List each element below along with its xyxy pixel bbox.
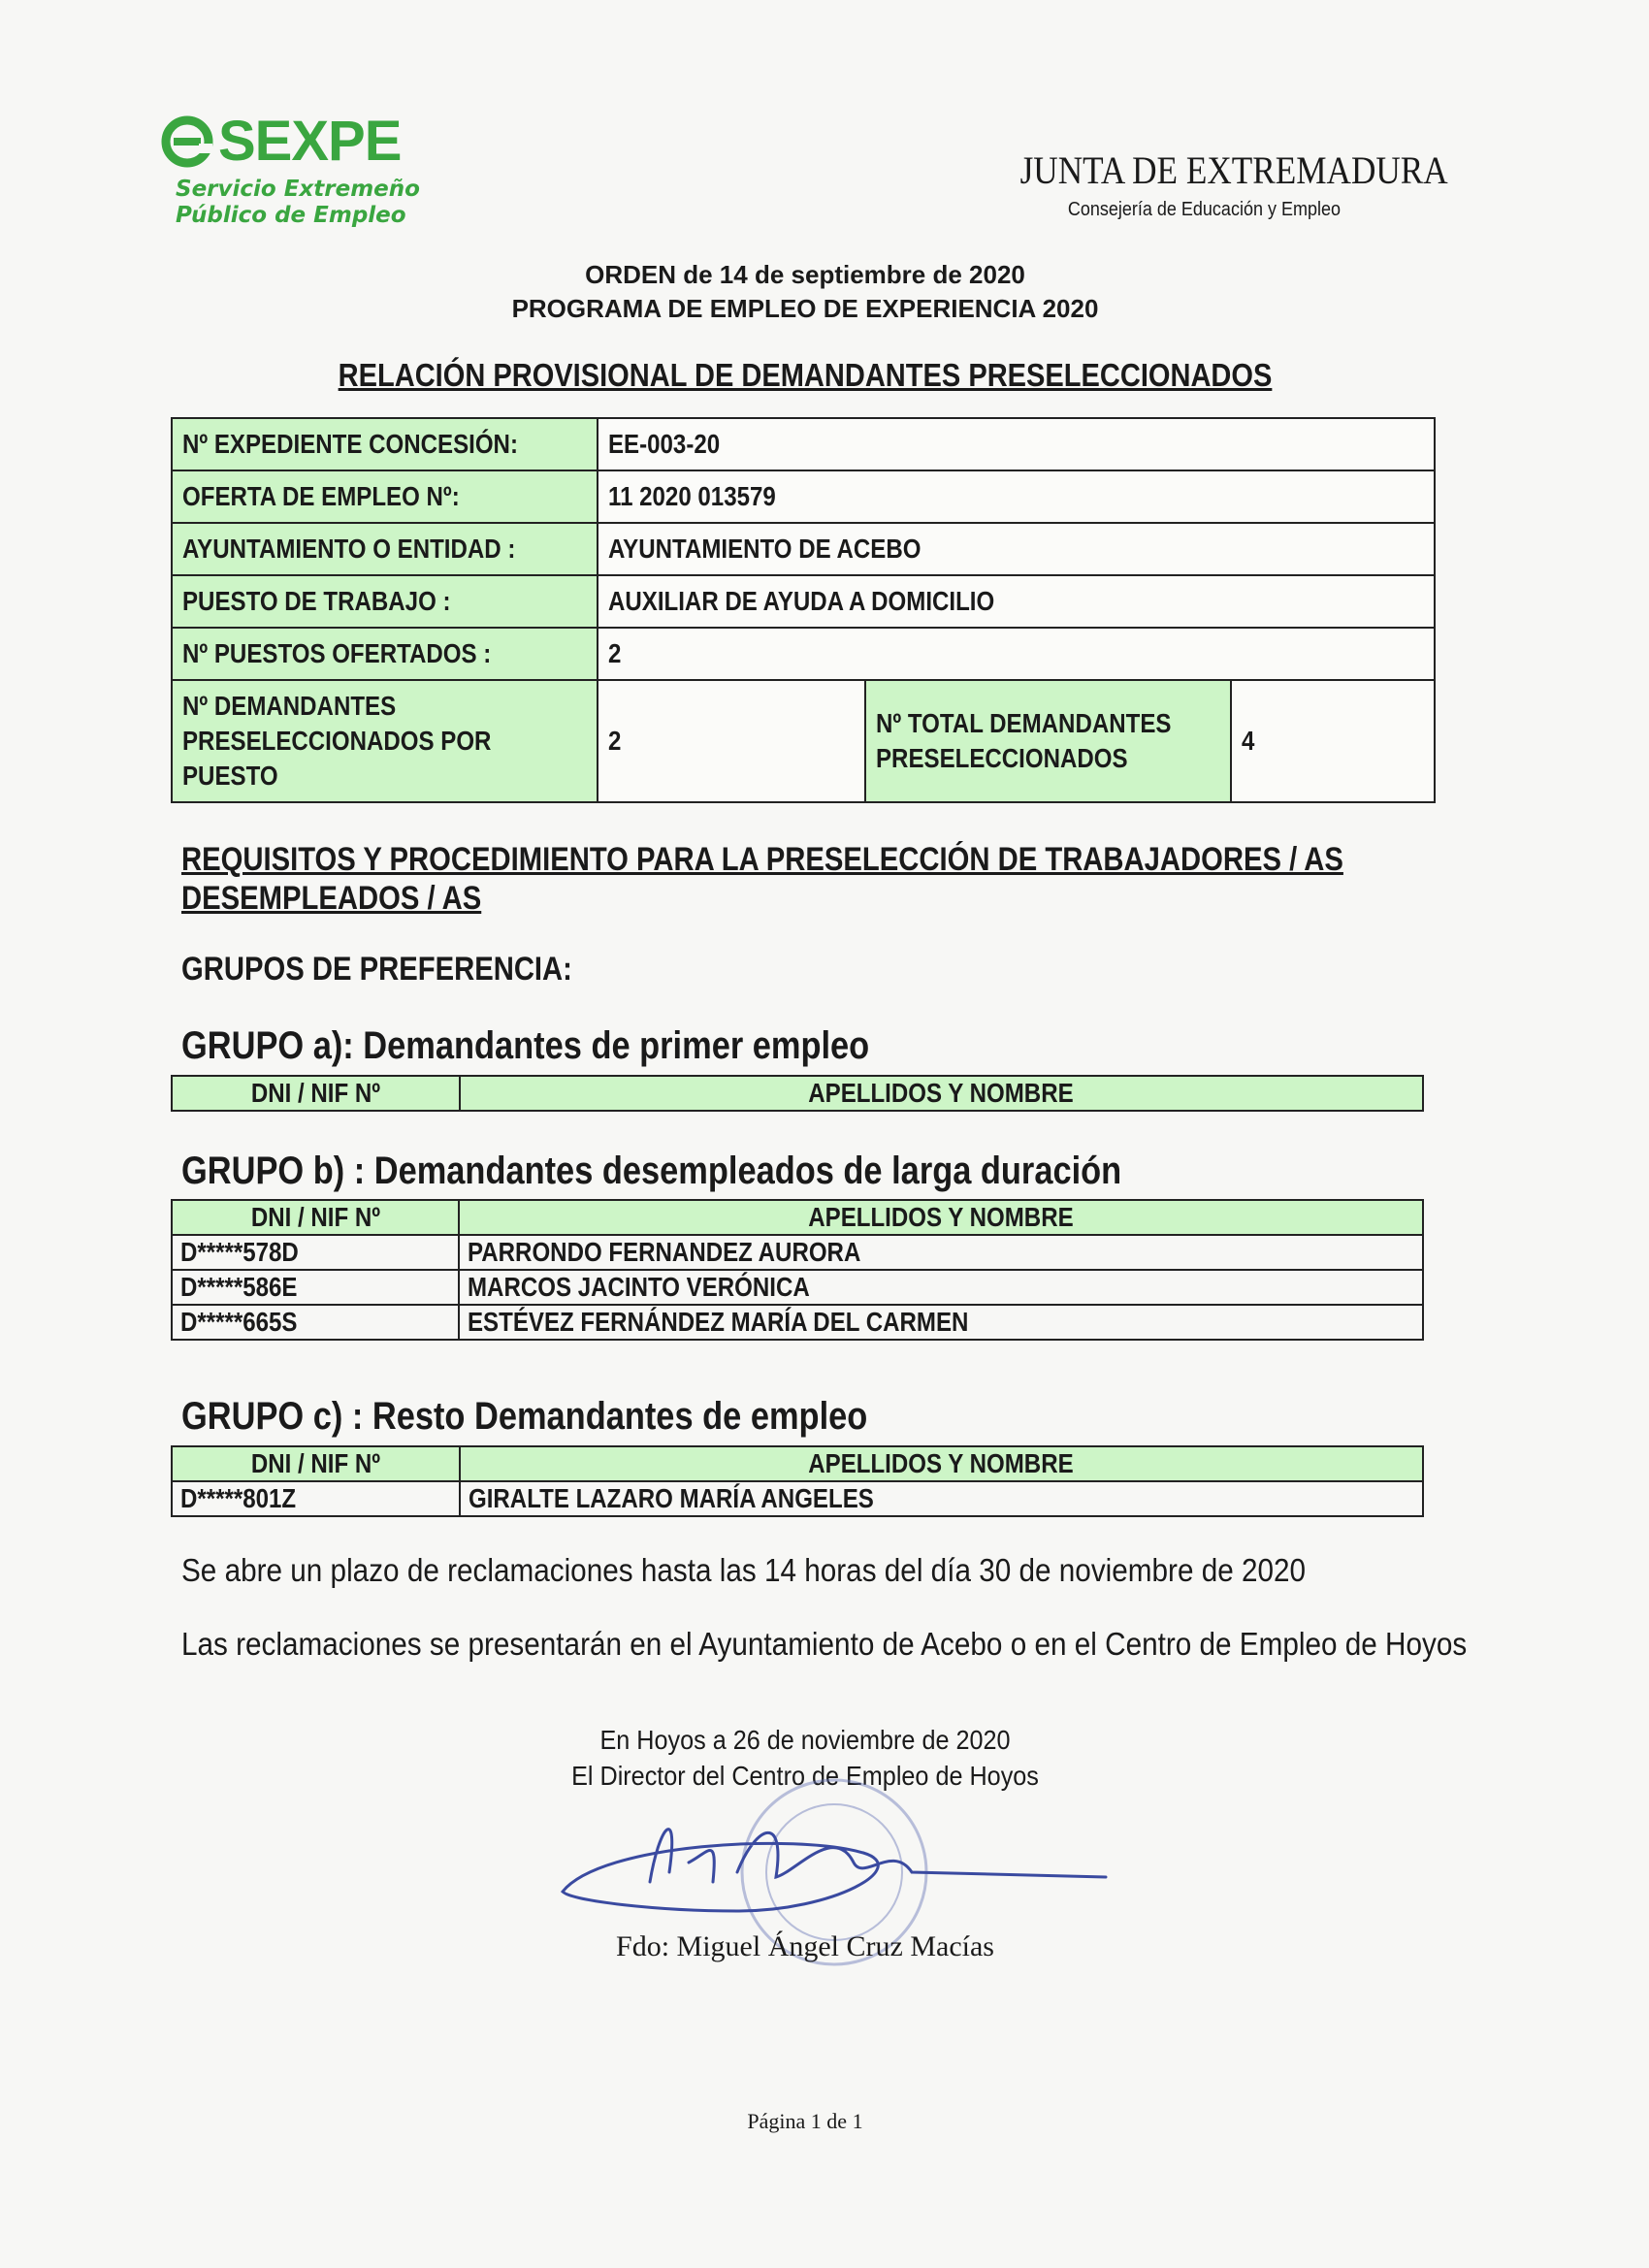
column-header-nombre: APELLIDOS Y NOMBRE [460, 1446, 1423, 1481]
info-value: 2 [598, 628, 1435, 680]
table-row [172, 1235, 1423, 1270]
column-header-dni: DNI / NIF Nº [172, 1200, 459, 1235]
table-header-row [172, 1076, 1423, 1111]
info-label: AYUNTAMIENTO O ENTIDAD : [172, 523, 598, 575]
info-value: 2 [598, 680, 865, 802]
requisitos-heading: REQUISITOS Y PROCEDIMIENTO PARA LA PRESELECCIÓN DE TRABAJADORES / AS DESEMPLEADOS / AS [181, 841, 1343, 917]
info-row [172, 418, 1435, 470]
firmante: Fdo: Miguel Ángel Cruz Macías [616, 1930, 994, 1962]
logo-subtitle-1: Servicio Extremeño [176, 177, 420, 202]
info-table [171, 417, 1436, 803]
dni-cell: D*****586E [172, 1270, 459, 1305]
table-header-row [172, 1446, 1423, 1481]
nombre-cell: PARRONDO FERNANDEZ AURORA [459, 1235, 1423, 1270]
sexpe-logo-icon [160, 114, 214, 169]
info-row [172, 523, 1435, 575]
info-label: Nº DEMANDANTES PRESELECCIONADOS POR PUESTO [172, 680, 598, 802]
info-label: Nº EXPEDIENTE CONCESIÓN: [172, 418, 598, 470]
programa-title: PROGRAMA DE EMPLEO DE EXPERIENCIA 2020 [511, 294, 1099, 323]
dni-cell: D*****665S [172, 1305, 459, 1340]
sexpe-logo [160, 110, 451, 229]
logo-name: SEXPE [218, 110, 402, 173]
nombre-cell: MARCOS JACINTO VERÓNICA [459, 1270, 1423, 1305]
reclamaciones-text: Las reclamaciones se presentarán en el Ayuntamiento de Acebo o en el Centro de Empleo de Hoyos [181, 1626, 1468, 1662]
plazo-text: Se abre un plazo de reclamaciones hasta las 14 horas del día 30 de noviembre de 2020 [181, 1552, 1307, 1588]
relacion-title: RELACIÓN PROVISIONAL DE DEMANDANTES PRESELECCIONADOS [338, 357, 1273, 393]
grupo-b-table [171, 1199, 1424, 1341]
director-cargo: El Director del Centro de Empleo de Hoyos [571, 1761, 1039, 1791]
info-row [172, 470, 1435, 523]
info-value: AYUNTAMIENTO DE ACEBO [598, 523, 1435, 575]
grupos-preferencia: GRUPOS DE PREFERENCIA: [181, 951, 572, 988]
signature-stamp [543, 1766, 1125, 2018]
grupo-c-table [171, 1445, 1424, 1517]
nombre-cell: GIRALTE LAZARO MARÍA ANGELES [460, 1481, 1423, 1516]
junta-subtitle: Consejería de Educación y Empleo [1067, 199, 1341, 220]
grupo-a-title: GRUPO a): Demandantes de primer empleo [181, 1024, 870, 1067]
info-label: PUESTO DE TRABAJO : [172, 575, 598, 628]
info-label: Nº TOTAL DEMANDANTES PRESELECCIONADOS [865, 680, 1231, 802]
column-header-nombre: APELLIDOS Y NOMBRE [459, 1200, 1423, 1235]
dni-cell: D*****801Z [172, 1481, 460, 1516]
orden-title: ORDEN de 14 de septiembre de 2020 [585, 260, 1025, 289]
table-row [172, 1270, 1423, 1305]
info-label: Nº PUESTOS OFERTADOS : [172, 628, 598, 680]
junta-header [970, 147, 1448, 221]
grupo-a-table [171, 1075, 1424, 1112]
junta-title: JUNTA DE EXTREMADURA [1019, 148, 1448, 192]
info-row [172, 575, 1435, 628]
info-value: EE-003-20 [598, 418, 1435, 470]
handwritten-signature [563, 1830, 1106, 1911]
dni-cell: D*****578D [172, 1235, 459, 1270]
nombre-cell: ESTÉVEZ FERNÁNDEZ MARÍA DEL CARMEN [459, 1305, 1423, 1340]
info-row [172, 680, 1435, 802]
grupo-b-title: GRUPO b) : Demandantes desempleados de larga duración [181, 1150, 1122, 1192]
column-header-nombre: APELLIDOS Y NOMBRE [460, 1076, 1423, 1111]
lugar-fecha: En Hoyos a 26 de noviembre de 2020 [599, 1725, 1011, 1755]
column-header-dni: DNI / NIF Nº [172, 1076, 460, 1111]
info-label: OFERTA DE EMPLEO Nº: [172, 470, 598, 523]
table-row [172, 1481, 1423, 1516]
info-value: 11 2020 013579 [598, 470, 1435, 523]
column-header-dni: DNI / NIF Nº [172, 1446, 460, 1481]
table-row [172, 1305, 1423, 1340]
grupo-c-title: GRUPO c) : Resto Demandantes de empleo [181, 1395, 868, 1438]
info-row [172, 628, 1435, 680]
logo-subtitle-2: Público de Empleo [176, 203, 406, 228]
info-value: AUXILIAR DE AYUDA A DOMICILIO [598, 575, 1435, 628]
page-number: Página 1 de 1 [747, 2109, 863, 2133]
info-value: 4 [1231, 680, 1435, 802]
table-header-row [172, 1200, 1423, 1235]
